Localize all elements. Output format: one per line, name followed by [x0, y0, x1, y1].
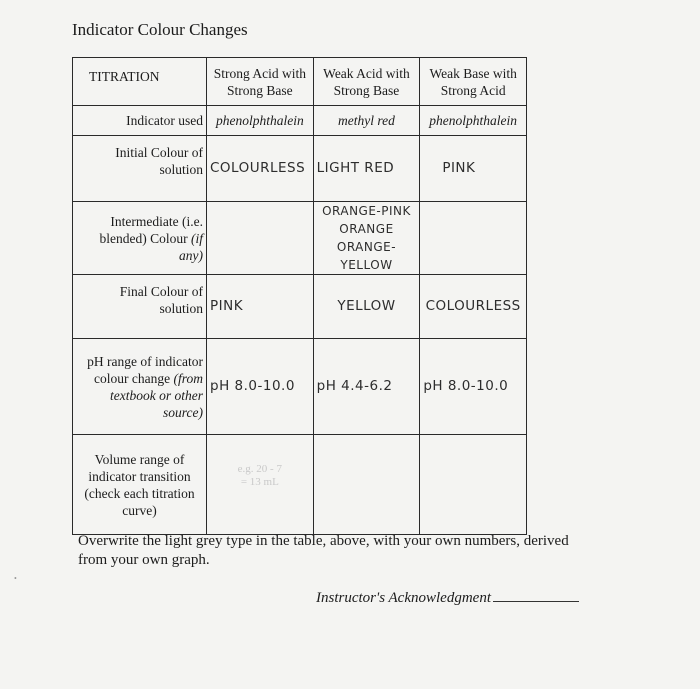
- stray-mark: •: [14, 574, 17, 583]
- acknowledgment-label: Instructor's Acknowledgment: [316, 590, 491, 606]
- ph-range-row: [73, 339, 527, 435]
- intermediate-colour-cell[interactable]: [420, 202, 527, 275]
- volume-range-cell[interactable]: [207, 435, 314, 535]
- volume-range-row: [73, 435, 527, 535]
- header-titration: TITRATION: [73, 58, 207, 106]
- indicator-table: [72, 57, 527, 535]
- final-colour-cell[interactable]: YELLOW: [313, 275, 420, 339]
- indicator-cell: phenolphthalein: [420, 106, 527, 136]
- table-header-row: [73, 58, 527, 106]
- indicator-row: [73, 106, 527, 136]
- signature-field[interactable]: [493, 601, 579, 602]
- intermediate-label-ital: (if any): [179, 230, 203, 263]
- ph-label-ital: (from textbook or other source): [110, 370, 203, 420]
- final-colour-row: [73, 275, 527, 339]
- initial-colour-row: [73, 136, 527, 202]
- final-colour-cell[interactable]: PINK: [207, 275, 314, 339]
- intermediate-colour-label: [73, 202, 207, 275]
- volume-range-cell[interactable]: [420, 435, 527, 535]
- ph-range-label: [73, 339, 207, 435]
- intermediate-colour-row: [73, 202, 527, 275]
- indicator-cell: phenolphthalein: [207, 106, 314, 136]
- volume-range-label: Volume range of indicator transition (check each titration curve): [73, 435, 207, 535]
- page-title: Indicator Colour Changes: [72, 20, 248, 39]
- volume-range-cell[interactable]: [313, 435, 420, 535]
- initial-colour-cell[interactable]: COLOURLESS: [207, 136, 314, 202]
- intermediate-colour-cell[interactable]: ORANGE-PINK ORANGE ORANGE-YELLOW: [313, 202, 420, 275]
- initial-colour-cell[interactable]: PINK: [420, 136, 527, 202]
- intermediate-label-text: Intermediate (i.e. blended) Colour: [99, 213, 203, 246]
- indicator-label: Indicator used: [73, 106, 207, 136]
- volume-example-text: e.g. 20 - 7 = 13 mL: [237, 463, 282, 488]
- final-colour-label: Final Colour of solution: [73, 275, 207, 339]
- ph-range-cell[interactable]: pH 4.4-6.2: [313, 339, 420, 435]
- instructions-text: Overwrite the light grey type in the table, above, with your own numbers, derived from your own graph.: [78, 533, 569, 568]
- indicator-cell: methyl red: [313, 106, 420, 136]
- ph-range-cell[interactable]: pH 8.0-10.0: [207, 339, 314, 435]
- ph-range-cell[interactable]: pH 8.0-10.0: [420, 339, 527, 435]
- initial-colour-cell[interactable]: LIGHT RED: [313, 136, 420, 202]
- ph-label-text: pH range of indicator colour change: [87, 353, 203, 386]
- header-strong-acid-strong-base: Strong Acid with Strong Base: [207, 58, 314, 106]
- initial-colour-label: Initial Colour of solution: [73, 136, 207, 202]
- header-weak-base-strong-acid: Weak Base with Strong Acid: [420, 58, 527, 106]
- final-colour-cell[interactable]: COLOURLESS: [420, 275, 527, 339]
- header-weak-acid-strong-base: Weak Acid with Strong Base: [313, 58, 420, 106]
- intermediate-colour-cell[interactable]: [207, 202, 314, 275]
- acknowledgment-line: [316, 590, 579, 607]
